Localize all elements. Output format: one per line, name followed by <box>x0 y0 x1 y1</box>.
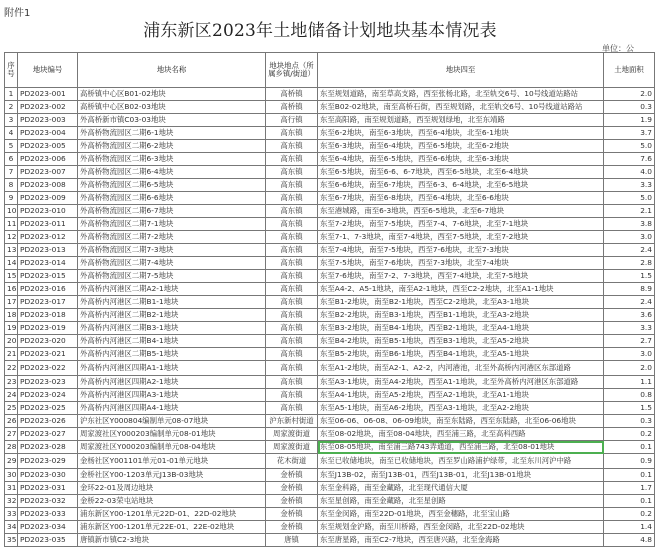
parcel-area-cell: 3.3 <box>604 322 655 335</box>
row-number-cell: 17 <box>5 296 18 309</box>
parcel-area-cell: 2.4 <box>604 296 655 309</box>
parcel-boundary-cell: 东至08-02地块，南至08-04地块，西至浦三路，北至高科西路 <box>318 428 604 441</box>
row-number-cell: 7 <box>5 166 18 179</box>
parcel-location-cell: 高东镇 <box>266 179 318 192</box>
parcel-code-cell: PD2023-024 <box>18 389 78 402</box>
parcel-area-cell: 2.7 <box>604 335 655 348</box>
parcel-location-cell: 金桥镇 <box>266 508 318 521</box>
parcel-boundary-cell: 东至B1-2地块，南至B2-1地块，西至C2-2地块，北至A3-1地块 <box>318 296 604 309</box>
parcel-area-cell: 2.0 <box>604 88 655 101</box>
row-number-cell: 27 <box>5 428 18 441</box>
parcel-name-cell: 周家渡社区Y000203编制单元08-01地块 <box>78 428 266 441</box>
table-row <box>5 205 655 218</box>
parcel-code-cell: PD2023-018 <box>18 309 78 322</box>
parcel-code-cell: PD2023-019 <box>18 322 78 335</box>
parcel-name-cell: 外高桥物流园区二期6-7地块 <box>78 205 266 218</box>
parcel-location-cell: 唐镇 <box>266 534 318 547</box>
parcel-location-cell: 高东镇 <box>266 231 318 244</box>
parcel-name-cell: 浦东新区Y00-1201单元22D-01、22D-02地块 <box>78 508 266 521</box>
table-row <box>5 521 655 534</box>
parcel-boundary-cell: 东至B3-2地块，南至B4-1地块，西至B2-1地块，北至A4-1地块 <box>318 322 604 335</box>
table-row <box>5 415 655 428</box>
parcel-location-cell: 周家渡街道 <box>266 428 318 441</box>
parcel-area-cell: 3.0 <box>604 348 655 361</box>
parcel-area-cell: 3.0 <box>604 231 655 244</box>
parcel-location-cell: 高东镇 <box>266 335 318 348</box>
parcel-area-cell: 1.1 <box>604 376 655 389</box>
parcel-name-cell: 外高桥内河港区二期B5-1地块 <box>78 348 266 361</box>
parcel-code-cell: PD2023-022 <box>18 361 78 376</box>
parcel-name-cell: 外高桥物流园区二期6-4地块 <box>78 166 266 179</box>
parcel-code-cell: PD2023-008 <box>18 179 78 192</box>
header-name: 地块名称 <box>78 53 266 88</box>
parcel-boundary-cell: 东至规划道路，南至草高支路，西至张杨北路，北至轨交6号、10号线道站路站 <box>318 88 604 101</box>
table-row <box>5 389 655 402</box>
table-row <box>5 257 655 270</box>
parcel-area-cell: 3.8 <box>604 218 655 231</box>
parcel-boundary-cell: 东至06-06、06-08、06-09地块，南至东陆路，西至东陆路，北至06-06地块 <box>318 415 604 428</box>
parcel-location-cell: 高东镇 <box>266 322 318 335</box>
row-number-cell: 23 <box>5 376 18 389</box>
row-number-cell: 5 <box>5 140 18 153</box>
parcel-code-cell: PD2023-029 <box>18 454 78 469</box>
parcel-area-cell: 2.1 <box>604 205 655 218</box>
row-number-cell: 24 <box>5 389 18 402</box>
parcel-boundary-cell: 东至金闵路，南至22D-01地块，西至金穗路，北至宝山路 <box>318 508 604 521</box>
parcel-location-cell: 金桥镇 <box>266 482 318 495</box>
parcel-boundary-cell: 东至08-05地块，南至浦三路743弄通道，西至浦三路，北至08-01地块 <box>318 441 604 454</box>
parcel-boundary-cell: 东至7-5地块，南至7-6地块，西至7-3地块，北至7-4地块 <box>318 257 604 270</box>
table-row <box>5 296 655 309</box>
row-number-cell: 22 <box>5 361 18 376</box>
parcel-name-cell: 外高桥内河港区二期B1-1地块 <box>78 296 266 309</box>
parcel-code-cell: PD2023-004 <box>18 127 78 140</box>
parcel-code-cell: PD2023-034 <box>18 521 78 534</box>
parcel-location-cell: 高东镇 <box>266 192 318 205</box>
row-number-cell: 28 <box>5 441 18 454</box>
row-number-cell: 21 <box>5 348 18 361</box>
parcel-code-cell: PD2023-027 <box>18 428 78 441</box>
parcel-location-cell: 高东镇 <box>266 257 318 270</box>
parcel-code-cell: PD2023-002 <box>18 101 78 114</box>
parcel-location-cell: 金桥镇 <box>266 469 318 482</box>
parcel-code-cell: PD2023-009 <box>18 192 78 205</box>
parcel-code-cell: PD2023-017 <box>18 296 78 309</box>
parcel-location-cell: 高东镇 <box>266 166 318 179</box>
parcel-area-cell: 2.8 <box>604 257 655 270</box>
parcel-area-cell: 2.0 <box>604 361 655 376</box>
table-row <box>5 335 655 348</box>
parcel-boundary-cell: 东至A4-2、A5-1地块，南至A2-1地块，西至C2-2地块，北至A1-1地块 <box>318 283 604 296</box>
table-row <box>5 140 655 153</box>
table-row <box>5 454 655 469</box>
parcel-boundary-cell: 东至6-5地块，南至6-6、6-7地块，西至6-5地块，北至6-4地块 <box>318 166 604 179</box>
table-row <box>5 218 655 231</box>
table-row <box>5 153 655 166</box>
row-number-cell: 16 <box>5 283 18 296</box>
table-row <box>5 88 655 101</box>
parcel-code-cell: PD2023-003 <box>18 114 78 127</box>
parcel-location-cell: 高东镇 <box>266 309 318 322</box>
parcel-area-cell: 3.7 <box>604 127 655 140</box>
table-row <box>5 283 655 296</box>
parcel-name-cell: 周家渡社区Y000203编制单元08-04地块 <box>78 441 266 454</box>
land-parcel-table <box>4 52 655 547</box>
parcel-location-cell: 高行镇 <box>266 114 318 127</box>
parcel-boundary-cell: 东至规划金沪路，南至川桥路，西至金闵路，北至22D-02地块 <box>318 521 604 534</box>
row-number-cell: 33 <box>5 508 18 521</box>
parcel-code-cell: PD2023-005 <box>18 140 78 153</box>
attachment-label: 附件1 <box>4 8 31 19</box>
row-number-cell: 30 <box>5 469 18 482</box>
parcel-boundary-cell: 东至J13B-02，南至J13B-01，西至J13B-01，北至J13B-01地块 <box>318 469 604 482</box>
parcel-name-cell: 浦东新区Y00-1201单元22E-01、22E-02地块 <box>78 521 266 534</box>
table-row <box>5 428 655 441</box>
parcel-name-cell: 外高桥内河港区四期A3-1地块 <box>78 389 266 402</box>
parcel-location-cell: 沪东新村街道 <box>266 415 318 428</box>
parcel-location-cell: 周家渡街道 <box>266 441 318 454</box>
parcel-code-cell: PD2023-015 <box>18 270 78 283</box>
parcel-code-cell: PD2023-028 <box>18 441 78 454</box>
parcel-name-cell: 外高桥物流园区二期6-3地块 <box>78 153 266 166</box>
parcel-code-cell: PD2023-020 <box>18 335 78 348</box>
row-number-cell: 20 <box>5 335 18 348</box>
parcel-boundary-cell: 东至6-6地块，南至6-7地块，西至6-3、6-4地块，北至6-5地块 <box>318 179 604 192</box>
row-number-cell: 31 <box>5 482 18 495</box>
parcel-name-cell: 外高桥物流园区二期7-4地块 <box>78 257 266 270</box>
row-number-cell: 14 <box>5 257 18 270</box>
parcel-location-cell: 高东镇 <box>266 153 318 166</box>
parcel-location-cell: 高东镇 <box>266 244 318 257</box>
parcel-location-cell: 高东镇 <box>266 296 318 309</box>
parcel-boundary-cell: 东至B4-2地块，南至B5-1地块，西至B3-1地块，北至A5-2地块 <box>318 335 604 348</box>
parcel-boundary-cell: 东至6-7地块，南至6-8地块，西至6-4地块，北至6-6地块 <box>318 192 604 205</box>
row-number-cell: 6 <box>5 153 18 166</box>
table-row <box>5 166 655 179</box>
parcel-location-cell: 高东镇 <box>266 361 318 376</box>
table-row <box>5 322 655 335</box>
parcel-location-cell: 高东镇 <box>266 127 318 140</box>
parcel-area-cell: 0.2 <box>604 428 655 441</box>
parcel-area-cell: 4.8 <box>604 534 655 547</box>
parcel-name-cell: 外高桥内河港区二期B2-1地块 <box>78 309 266 322</box>
parcel-location-cell: 花木街道 <box>266 454 318 469</box>
parcel-area-cell: 0.3 <box>604 101 655 114</box>
parcel-boundary-cell: 东至港城路，南至6-3地块，西至6-5地块，北至6-7地块 <box>318 205 604 218</box>
parcel-area-cell: 3.6 <box>604 309 655 322</box>
parcel-code-cell: PD2023-026 <box>18 415 78 428</box>
parcel-area-cell: 5.0 <box>604 192 655 205</box>
header-area: 土地面积 <box>604 53 655 88</box>
header-no: 序号 <box>5 53 18 88</box>
row-number-cell: 11 <box>5 218 18 231</box>
parcel-name-cell: 外高桥内河港区二期B4-1地块 <box>78 335 266 348</box>
table-row <box>5 101 655 114</box>
parcel-code-cell: PD2023-032 <box>18 495 78 508</box>
parcel-name-cell: 唐镇新市镇C2-3地块 <box>78 534 266 547</box>
table-row <box>5 309 655 322</box>
table-row <box>5 114 655 127</box>
parcel-location-cell: 高东镇 <box>266 402 318 415</box>
parcel-location-cell: 高东镇 <box>266 376 318 389</box>
table-row <box>5 244 655 257</box>
row-number-cell: 4 <box>5 127 18 140</box>
parcel-name-cell: 外高桥物流园区二期6-5地块 <box>78 179 266 192</box>
parcel-name-cell: 高桥镇中心区B01-02地块 <box>78 88 266 101</box>
row-number-cell: 34 <box>5 521 18 534</box>
parcel-boundary-cell: 东至6-4地块，南至6-5地块，西至6-6地块，北至6-3地块 <box>318 153 604 166</box>
row-number-cell: 19 <box>5 322 18 335</box>
header-location: 地块地点（所属乡镇/街道） <box>266 53 318 88</box>
row-number-cell: 29 <box>5 454 18 469</box>
parcel-area-cell: 1.5 <box>604 270 655 283</box>
parcel-name-cell: 沪东社区Y000804编制单元08-07地块 <box>78 415 266 428</box>
row-number-cell: 18 <box>5 309 18 322</box>
row-number-cell: 9 <box>5 192 18 205</box>
parcel-location-cell: 金桥镇 <box>266 521 318 534</box>
parcel-name-cell: 金环22-01及周边地块 <box>78 482 266 495</box>
parcel-boundary-cell: 东至A1-2地块，南至A2-1、A2-2，内河港池，北至外高桥内河港区东部道路 <box>318 361 604 376</box>
parcel-boundary-cell: 东至A4-1地块，南至A5-2地块，西至A2-1地块，北至A1-1地块 <box>318 389 604 402</box>
parcel-location-cell: 高东镇 <box>266 205 318 218</box>
table-row <box>5 361 655 376</box>
parcel-code-cell: PD2023-007 <box>18 166 78 179</box>
parcel-location-cell: 高东镇 <box>266 140 318 153</box>
row-number-cell: 8 <box>5 179 18 192</box>
parcel-area-cell: 5.0 <box>604 140 655 153</box>
parcel-area-cell: 3.3 <box>604 179 655 192</box>
table-row <box>5 376 655 389</box>
parcel-location-cell: 高东镇 <box>266 270 318 283</box>
parcel-boundary-cell: 东至B2-2地块，南至B3-1地块，西至B1-1地块，北至A3-2地块 <box>318 309 604 322</box>
row-number-cell: 1 <box>5 88 18 101</box>
parcel-area-cell: 0.1 <box>604 441 655 454</box>
parcel-boundary-cell: 东至B5-2地块，南至B6-1地块，西至B4-1地块，北至A5-1地块 <box>318 348 604 361</box>
parcel-code-cell: PD2023-001 <box>18 88 78 101</box>
parcel-code-cell: PD2023-030 <box>18 469 78 482</box>
parcel-boundary-cell: 东至7-4地块，南至7-5地块，西至7-6地块，北至7-3地块 <box>318 244 604 257</box>
unit-label: 单位：公 <box>602 44 634 53</box>
table-row <box>5 231 655 244</box>
parcel-area-cell: 0.1 <box>604 469 655 482</box>
parcel-boundary-cell: 东至高阳路，南至规划道路，西至规划绿地，北至东靖路 <box>318 114 604 127</box>
table-row <box>5 402 655 415</box>
parcel-name-cell: 外高桥物流园区二期7-3地块 <box>78 244 266 257</box>
parcel-area-cell: 1.7 <box>604 482 655 495</box>
parcel-name-cell: 外高桥内河港区二期B3-1地块 <box>78 322 266 335</box>
parcel-area-cell: 0.1 <box>604 495 655 508</box>
parcel-name-cell: 外高桥物流园区二期7-5地块 <box>78 270 266 283</box>
table-row <box>5 469 655 482</box>
parcel-area-cell: 0.3 <box>604 415 655 428</box>
parcel-area-cell: 1.9 <box>604 114 655 127</box>
parcel-boundary-cell: 东至7-6地块，南至7-2、7-3地块，西至7-4地块，北至7-5地块 <box>318 270 604 283</box>
parcel-location-cell: 高东镇 <box>266 218 318 231</box>
parcel-boundary-cell: 东至7-1、7-3地块，南至7-4地块，西至7-5地块，北至7-2地块 <box>318 231 604 244</box>
row-number-cell: 2 <box>5 101 18 114</box>
table-row <box>5 534 655 547</box>
table-row <box>5 270 655 283</box>
parcel-name-cell: 金杨社区Y001101单元01-01单元地块 <box>78 454 266 469</box>
parcel-location-cell: 高桥镇 <box>266 101 318 114</box>
header-boundary: 地块四至 <box>318 53 604 88</box>
table-row <box>5 192 655 205</box>
table-row <box>5 495 655 508</box>
parcel-name-cell: 金桥22-03荣屯站地块 <box>78 495 266 508</box>
parcel-boundary-cell: 东至金科路，南至金藏路，北至现代通信大厦 <box>318 482 604 495</box>
parcel-name-cell: 外高桥内河港区四期A4-1地块 <box>78 402 266 415</box>
table-header-row <box>5 53 655 88</box>
parcel-code-cell: PD2023-033 <box>18 508 78 521</box>
parcel-area-cell: 8.9 <box>604 283 655 296</box>
row-number-cell: 10 <box>5 205 18 218</box>
header-code: 地块编号 <box>18 53 78 88</box>
parcel-name-cell: 外高桥物流园区二期7-1地块 <box>78 218 266 231</box>
parcel-name-cell: 外高桥物流园区二期6-6地块 <box>78 192 266 205</box>
table-row <box>5 508 655 521</box>
table-row <box>5 441 655 454</box>
parcel-name-cell: 外高桥新市镇C03-03地块 <box>78 114 266 127</box>
parcel-area-cell: 2.4 <box>604 244 655 257</box>
parcel-boundary-cell: 东至6-3地块，南至6-4地块，西至6-5地块，北至6-2地块 <box>318 140 604 153</box>
parcel-boundary-cell: 东至7-2地块，南至7-5地块，西至7-4、7-6地块，北至7-1地块 <box>318 218 604 231</box>
row-number-cell: 32 <box>5 495 18 508</box>
row-number-cell: 15 <box>5 270 18 283</box>
parcel-location-cell: 金桥镇 <box>266 495 318 508</box>
table-row <box>5 348 655 361</box>
parcel-code-cell: PD2023-012 <box>18 231 78 244</box>
parcel-location-cell: 高东镇 <box>266 283 318 296</box>
parcel-name-cell: 金桥社区Y00-1203单元J13B-03地块 <box>78 469 266 482</box>
row-number-cell: 35 <box>5 534 18 547</box>
parcel-name-cell: 外高桥物流园区二期7-2地块 <box>78 231 266 244</box>
parcel-area-cell: 1.5 <box>604 402 655 415</box>
parcel-code-cell: PD2023-016 <box>18 283 78 296</box>
parcel-code-cell: PD2023-006 <box>18 153 78 166</box>
parcel-name-cell: 外高桥物流园区二期6-1地块 <box>78 127 266 140</box>
parcel-boundary-cell: 东至已收储地块，南至已收储地块，西至罗山路浦护绿带，北至东川河沪中路 <box>318 454 604 469</box>
table-body <box>5 88 655 547</box>
row-number-cell: 25 <box>5 402 18 415</box>
row-number-cell: 3 <box>5 114 18 127</box>
parcel-name-cell: 外高桥物流园区二期6-2地块 <box>78 140 266 153</box>
parcel-code-cell: PD2023-025 <box>18 402 78 415</box>
parcel-code-cell: PD2023-013 <box>18 244 78 257</box>
parcel-location-cell: 高东镇 <box>266 389 318 402</box>
parcel-name-cell: 外高桥内河港区二期A2-1地块 <box>78 283 266 296</box>
row-number-cell: 13 <box>5 244 18 257</box>
parcel-code-cell: PD2023-014 <box>18 257 78 270</box>
parcel-area-cell: 0.8 <box>604 389 655 402</box>
parcel-code-cell: PD2023-035 <box>18 534 78 547</box>
table-row <box>5 179 655 192</box>
parcel-boundary-cell: 东至A3-1地块，南至A4-2地块，西至A1-1地块，北至外高桥内河港区东部道路 <box>318 376 604 389</box>
parcel-area-cell: 7.6 <box>604 153 655 166</box>
table-row <box>5 127 655 140</box>
parcel-area-cell: 0.2 <box>604 508 655 521</box>
parcel-location-cell: 高东镇 <box>266 348 318 361</box>
parcel-code-cell: PD2023-021 <box>18 348 78 361</box>
parcel-boundary-cell: 东至B02-02地块，南至高桥石街，西至规划路，北至轨交6号、10号线道站路站 <box>318 101 604 114</box>
table-row <box>5 482 655 495</box>
row-number-cell: 12 <box>5 231 18 244</box>
row-number-cell: 26 <box>5 415 18 428</box>
parcel-code-cell: PD2023-010 <box>18 205 78 218</box>
parcel-name-cell: 外高桥内河港区四期A2-1地块 <box>78 376 266 389</box>
parcel-name-cell: 外高桥内河港区四期A1-1地块 <box>78 361 266 376</box>
parcel-name-cell: 高桥镇中心区B02-03地块 <box>78 101 266 114</box>
parcel-boundary-cell: 东至星创路，南至金藏路，北至星创路 <box>318 495 604 508</box>
parcel-code-cell: PD2023-011 <box>18 218 78 231</box>
parcel-boundary-cell: 东至6-2地块，南至6-3地块，西至6-4地块，北至6-1地块 <box>318 127 604 140</box>
parcel-boundary-cell: 东至唐星路，南至C2-7地块，西至唐兴路，北至金海路 <box>318 534 604 547</box>
parcel-area-cell: 1.4 <box>604 521 655 534</box>
page-title: 浦东新区2023年土地储备计划地块基本情况表 <box>143 21 497 41</box>
parcel-code-cell: PD2023-023 <box>18 376 78 389</box>
parcel-boundary-cell: 东至A5-1地块，南至A6-2地块，西至A3-1地块，北至A2-2地块 <box>318 402 604 415</box>
parcel-location-cell: 高桥镇 <box>266 88 318 101</box>
parcel-area-cell: 4.0 <box>604 166 655 179</box>
parcel-code-cell: PD2023-031 <box>18 482 78 495</box>
parcel-area-cell: 0.9 <box>604 454 655 469</box>
